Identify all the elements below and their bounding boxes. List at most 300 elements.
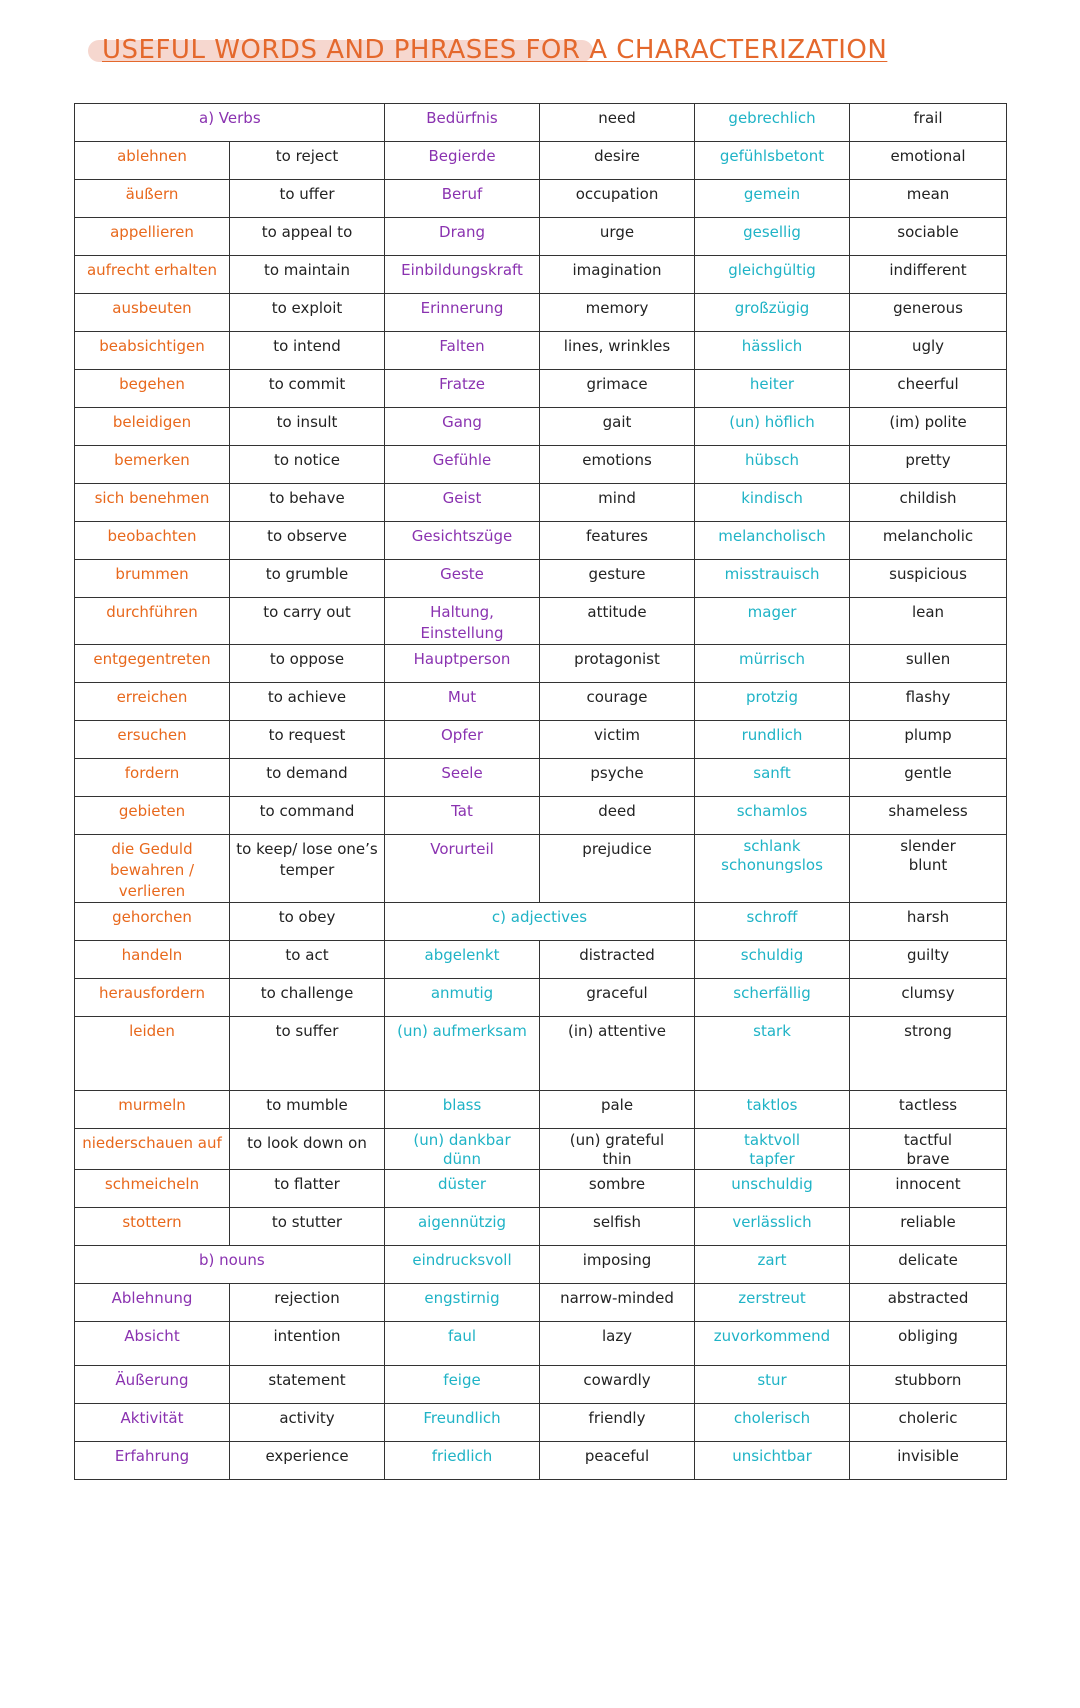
table-row xyxy=(75,256,1007,294)
adjective-german xyxy=(385,1284,540,1322)
verb-english-text: to request xyxy=(268,726,346,744)
adjective-german-text: (un) dankbar xyxy=(413,1131,511,1149)
adjective-german xyxy=(385,1322,540,1366)
adjective-english xyxy=(540,1404,695,1442)
adjective-german xyxy=(385,1170,540,1208)
noun-english xyxy=(230,1442,385,1480)
noun-english-text: gait xyxy=(602,413,632,431)
adjective-german xyxy=(695,446,850,484)
adjective-english xyxy=(850,1129,1007,1170)
noun-english-text: memory xyxy=(585,299,649,317)
table-row xyxy=(75,941,1007,979)
verb-german xyxy=(75,256,230,294)
adjective-german xyxy=(695,1246,850,1284)
adjective-german-text: heiter xyxy=(749,375,795,393)
adjective-english-text: guilty xyxy=(906,946,950,964)
verb-english-text: to appeal to xyxy=(261,223,353,241)
verb-german xyxy=(75,446,230,484)
adjective-english-text: cheerful xyxy=(897,375,959,393)
verb-german xyxy=(75,560,230,598)
adjective-german-text: (un) aufmerksam xyxy=(397,1022,527,1040)
adjective-english xyxy=(850,1208,1007,1246)
adjective-english-text: indifferent xyxy=(889,261,967,279)
noun-english xyxy=(230,1366,385,1404)
adjective-german-text: gleichgültig xyxy=(728,261,816,279)
adjective-german-text-2: dünn xyxy=(442,1150,482,1168)
verb-english xyxy=(230,218,385,256)
noun-english xyxy=(540,256,695,294)
verb-english-text: to behave xyxy=(269,489,345,507)
adjective-english xyxy=(850,180,1007,218)
noun-english xyxy=(540,104,695,142)
verb-english-text: to exploit xyxy=(271,299,343,317)
verb-german xyxy=(75,759,230,797)
adjective-english xyxy=(850,1284,1007,1322)
adjective-english xyxy=(850,560,1007,598)
adjective-english-text: childish xyxy=(899,489,957,507)
verb-german-text: gehorchen xyxy=(112,908,192,926)
adjective-german xyxy=(385,1208,540,1246)
noun-english xyxy=(540,721,695,759)
table-row xyxy=(75,721,1007,759)
verb-german-text: ausbeuten xyxy=(112,299,192,317)
adjective-english-text: narrow-minded xyxy=(560,1289,674,1307)
verb-english xyxy=(230,979,385,1017)
verb-english xyxy=(230,835,385,903)
verb-german-text: fordern xyxy=(124,764,180,782)
adjective-german-text: schuldig xyxy=(740,946,804,964)
adjective-english-text-2: thin xyxy=(602,1150,632,1168)
verb-english xyxy=(230,1017,385,1091)
table-row xyxy=(75,294,1007,332)
noun-german-text: Bedürfnis xyxy=(426,109,498,127)
table-row xyxy=(75,142,1007,180)
verb-german-text: beobachten xyxy=(107,527,197,545)
verb-german xyxy=(75,142,230,180)
adjective-english xyxy=(850,142,1007,180)
noun-english xyxy=(540,560,695,598)
adjective-english-text: harsh xyxy=(906,908,950,926)
noun-german-text: Beruf xyxy=(441,185,483,203)
noun-german xyxy=(75,1366,230,1404)
adjective-english-text: (in) attentive xyxy=(568,1022,667,1040)
noun-english xyxy=(540,332,695,370)
adjective-english-text: strong xyxy=(904,1022,952,1040)
table-row xyxy=(75,1366,1007,1404)
adjective-english xyxy=(850,941,1007,979)
noun-english xyxy=(540,645,695,683)
adjective-english-text: (un) grateful xyxy=(569,1131,665,1149)
adjective-german-text: aigennützig xyxy=(417,1213,507,1231)
noun-german xyxy=(385,104,540,142)
adjective-german xyxy=(695,598,850,645)
noun-german-text: Gang xyxy=(442,413,482,431)
adjective-german xyxy=(695,979,850,1017)
verb-german-text: niederschauen auf xyxy=(82,1134,222,1152)
noun-german-text: Begierde xyxy=(428,147,496,165)
table-row xyxy=(75,1670,1007,1708)
adjective-german-text: mürrisch xyxy=(739,650,805,668)
noun-english-text: grimace xyxy=(586,375,648,393)
verb-english-text: to notice xyxy=(273,451,341,469)
adjective-german-text: taktlos xyxy=(746,1096,798,1114)
noun-german xyxy=(385,797,540,835)
verb-german-text: beleidigen xyxy=(112,413,192,431)
table-row xyxy=(75,484,1007,522)
adjective-english-text: innocent xyxy=(895,1175,961,1193)
adjective-german xyxy=(695,484,850,522)
table-row xyxy=(75,1556,1007,1594)
adjective-english xyxy=(850,1017,1007,1091)
adjective-german xyxy=(695,645,850,683)
adjective-english-text: obliging xyxy=(898,1327,958,1345)
adjective-english xyxy=(850,1246,1007,1284)
verb-german xyxy=(75,598,230,645)
noun-english-text: imagination xyxy=(572,261,662,279)
verb-german xyxy=(75,408,230,446)
noun-english xyxy=(230,1284,385,1322)
section-heading-nouns-text: b) nouns xyxy=(199,1251,265,1269)
verb-german xyxy=(75,370,230,408)
table-row xyxy=(75,522,1007,560)
verb-german-text: aufrecht erhalten xyxy=(86,261,218,279)
adjective-english xyxy=(850,332,1007,370)
verb-english xyxy=(230,180,385,218)
adjective-german xyxy=(695,294,850,332)
adjective-english-text: emotional xyxy=(890,147,966,165)
noun-english xyxy=(230,1404,385,1442)
adjective-english-text: peaceful xyxy=(584,1447,650,1465)
adjective-german xyxy=(385,1017,540,1091)
adjective-english xyxy=(540,1208,695,1246)
noun-german xyxy=(385,180,540,218)
adjective-german-text: faul xyxy=(447,1327,477,1345)
noun-german-text: Äußerung xyxy=(115,1371,189,1389)
adjective-german xyxy=(695,560,850,598)
adjective-german-text: cholerisch xyxy=(733,1409,811,1427)
noun-german-text: Ablehnung xyxy=(111,1289,193,1307)
adjective-german-text: unschuldig xyxy=(731,1175,813,1193)
adjective-english xyxy=(850,1366,1007,1404)
noun-german xyxy=(385,332,540,370)
verb-english-text: to insult xyxy=(276,413,338,431)
adjective-english xyxy=(850,797,1007,835)
verb-english xyxy=(230,759,385,797)
table-row xyxy=(75,645,1007,683)
noun-english xyxy=(540,218,695,256)
noun-english xyxy=(540,797,695,835)
noun-german xyxy=(385,645,540,683)
verb-english xyxy=(230,721,385,759)
noun-english-text: attitude xyxy=(587,603,647,621)
adjective-german xyxy=(695,370,850,408)
section-heading-verbs xyxy=(75,104,385,142)
verb-german xyxy=(75,835,230,903)
verb-german-text: handeln xyxy=(121,946,183,964)
table-row xyxy=(75,1594,1007,1632)
verb-german xyxy=(75,1129,230,1170)
adjective-german xyxy=(385,1366,540,1404)
adjective-english xyxy=(850,522,1007,560)
noun-english-text: rejection xyxy=(274,1289,340,1307)
verb-german xyxy=(75,332,230,370)
verb-english xyxy=(230,797,385,835)
noun-english-text: mind xyxy=(598,489,636,507)
noun-german xyxy=(75,1442,230,1480)
adjective-english-text: melancholic xyxy=(882,527,974,545)
noun-english xyxy=(540,835,695,903)
adjective-english xyxy=(850,683,1007,721)
verb-english xyxy=(230,903,385,941)
verb-german-text: beabsichtigen xyxy=(99,337,205,355)
noun-english-text: gesture xyxy=(588,565,646,583)
adjective-english-text: tactful xyxy=(903,1131,953,1149)
adjective-english xyxy=(850,484,1007,522)
noun-german-text: Vorurteil xyxy=(430,840,494,858)
noun-german xyxy=(385,560,540,598)
adjective-english-text: plump xyxy=(904,726,952,744)
adjective-german xyxy=(695,522,850,560)
verb-english xyxy=(230,1170,385,1208)
adjective-english-text: clumsy xyxy=(901,984,955,1002)
noun-english xyxy=(540,180,695,218)
adjective-german-text: blass xyxy=(442,1096,482,1114)
adjective-english-text: cowardly xyxy=(583,1371,651,1389)
adjective-english xyxy=(850,370,1007,408)
adjective-german-text: schamlos xyxy=(736,802,808,820)
verb-english-text: to obey xyxy=(278,908,336,926)
verb-english-text: to commit xyxy=(268,375,346,393)
adjective-german xyxy=(695,218,850,256)
noun-german-text: Gesichtszüge xyxy=(411,527,513,545)
table-row xyxy=(75,598,1007,645)
adjective-english xyxy=(540,1366,695,1404)
table-row xyxy=(75,560,1007,598)
table-row xyxy=(75,104,1007,142)
verb-german-text: erreichen xyxy=(116,688,188,706)
adjective-english-text: sombre xyxy=(588,1175,646,1193)
adjective-english xyxy=(850,598,1007,645)
adjective-english-text: gentle xyxy=(904,764,952,782)
adjective-english-text: delicate xyxy=(898,1251,958,1269)
adjective-german xyxy=(695,1322,850,1366)
title-block xyxy=(88,30,887,70)
adjective-english xyxy=(850,835,1007,903)
table-row xyxy=(75,1284,1007,1322)
verb-english-text: to carry out xyxy=(263,603,351,621)
adjective-german xyxy=(695,256,850,294)
noun-german xyxy=(385,598,540,645)
adjective-german-text: taktvoll xyxy=(744,1131,801,1149)
verb-german xyxy=(75,645,230,683)
adjective-german-text: zuvorkommend xyxy=(713,1327,831,1345)
verb-german-text: äußern xyxy=(125,185,179,203)
noun-english-text: victim xyxy=(594,726,640,744)
adjective-english-text: friendly xyxy=(588,1409,646,1427)
adjective-english xyxy=(540,1284,695,1322)
noun-german-text: Drang xyxy=(439,223,485,241)
noun-english-text: lines, wrinkles xyxy=(563,337,671,355)
noun-english-text: features xyxy=(586,527,648,545)
verb-german-text: leiden xyxy=(129,1022,175,1040)
noun-german-text: Aktivität xyxy=(120,1409,184,1427)
adjective-german xyxy=(695,142,850,180)
verb-english-text: to challenge xyxy=(260,984,354,1002)
verb-english-text: to stutter xyxy=(271,1213,343,1231)
verb-english-text: to suffer xyxy=(275,1022,339,1040)
adjective-german xyxy=(695,1017,850,1091)
verb-german-text: begehen xyxy=(119,375,185,393)
section-heading-adjectives-text: c) adjectives xyxy=(491,908,588,926)
section-heading-nouns xyxy=(75,1246,385,1284)
adjective-german xyxy=(385,979,540,1017)
adjective-english-text: flashy xyxy=(905,688,951,706)
noun-german-text: Gefühle xyxy=(432,451,492,469)
adjective-english-text: graceful xyxy=(586,984,648,1002)
adjective-german-text: mager xyxy=(747,603,797,621)
adjective-english xyxy=(540,979,695,1017)
adjective-german-text: sanft xyxy=(753,764,791,782)
table-row xyxy=(75,370,1007,408)
adjective-german-text: eindrucksvoll xyxy=(412,1251,512,1269)
adjective-english xyxy=(850,218,1007,256)
adjective-english xyxy=(850,1322,1007,1366)
verb-english-text: to observe xyxy=(267,527,347,545)
verb-german-text: gebieten xyxy=(118,802,186,820)
adjective-german-text: misstrauisch xyxy=(724,565,820,583)
adjective-german xyxy=(385,1246,540,1284)
adjective-english-text: sociable xyxy=(897,223,959,241)
adjective-german xyxy=(695,835,850,903)
adjective-english xyxy=(850,408,1007,446)
table-row xyxy=(75,446,1007,484)
noun-german-text: Erfahrung xyxy=(114,1447,190,1465)
adjective-english-text: ugly xyxy=(911,337,945,355)
verb-english-text: to keep/ lose one’s temper xyxy=(236,840,378,879)
noun-german-text: Tat xyxy=(451,802,473,820)
adjective-english xyxy=(850,979,1007,1017)
adjective-english-text: invisible xyxy=(897,1447,959,1465)
verb-english-text: to intend xyxy=(273,337,341,355)
adjective-german-text: stark xyxy=(753,1022,791,1040)
adjective-english xyxy=(540,1091,695,1129)
adjective-german xyxy=(695,1442,850,1480)
adjective-german-text: (un) höflich xyxy=(729,413,815,431)
verb-german xyxy=(75,294,230,332)
vocabulary-table-body xyxy=(75,104,1007,1708)
adjective-english-text: lean xyxy=(911,603,945,621)
noun-german xyxy=(75,1284,230,1322)
table-row xyxy=(75,1017,1007,1091)
verb-german xyxy=(75,683,230,721)
verb-english-text: to maintain xyxy=(263,261,351,279)
adjective-german xyxy=(695,1284,850,1322)
adjective-german-text: gemein xyxy=(743,185,801,203)
verb-english xyxy=(230,1129,385,1170)
noun-english xyxy=(540,522,695,560)
noun-english-text: intention xyxy=(273,1327,341,1345)
table-row xyxy=(75,332,1007,370)
verb-german xyxy=(75,721,230,759)
table-row xyxy=(75,1170,1007,1208)
adjective-english-text: sullen xyxy=(905,650,951,668)
verb-english xyxy=(230,598,385,645)
adjective-german-text: gesellig xyxy=(743,223,801,241)
noun-german-text: Falten xyxy=(439,337,485,355)
adjective-german xyxy=(695,104,850,142)
verb-english xyxy=(230,446,385,484)
noun-german xyxy=(385,294,540,332)
noun-english xyxy=(540,294,695,332)
verb-english xyxy=(230,332,385,370)
verb-english xyxy=(230,560,385,598)
verb-german xyxy=(75,903,230,941)
table-row xyxy=(75,1322,1007,1366)
section-heading-verbs-text: a) Verbs xyxy=(199,109,261,127)
noun-english xyxy=(540,683,695,721)
verb-german-text: entgegentreten xyxy=(93,650,211,668)
adjective-german xyxy=(695,759,850,797)
verb-english-text: to act xyxy=(285,946,329,964)
noun-german xyxy=(385,218,540,256)
noun-german xyxy=(385,683,540,721)
noun-english xyxy=(540,370,695,408)
verb-german xyxy=(75,522,230,560)
adjective-english xyxy=(850,1091,1007,1129)
adjective-english xyxy=(540,941,695,979)
adjective-english-text: generous xyxy=(893,299,963,317)
adjective-german-text: verlässlich xyxy=(732,1213,812,1231)
noun-german xyxy=(385,835,540,903)
noun-english-text: urge xyxy=(599,223,635,241)
verb-german-text: bemerken xyxy=(114,451,190,469)
noun-german-text: Absicht xyxy=(124,1327,180,1345)
adjective-german xyxy=(695,1170,850,1208)
adjective-german-text: Freundlich xyxy=(423,1409,501,1427)
noun-german xyxy=(385,408,540,446)
adjective-german-text: friedlich xyxy=(431,1447,493,1465)
page-title: USEFUL WORDS AND PHRASES FOR A CHARACTERIZATION xyxy=(102,35,888,65)
adjective-german-text: gefühlsbetont xyxy=(719,147,825,165)
verb-english xyxy=(230,1091,385,1129)
noun-german-text: Haltung, Einstellung xyxy=(420,603,504,642)
adjective-english xyxy=(540,1246,695,1284)
adjective-german-text: rundlich xyxy=(741,726,803,744)
adjective-english-text: lazy xyxy=(601,1327,633,1345)
noun-english xyxy=(540,446,695,484)
table-row xyxy=(75,1129,1007,1170)
adjective-german xyxy=(695,903,850,941)
adjective-german-text: feige xyxy=(443,1371,481,1389)
noun-german xyxy=(75,1322,230,1366)
verb-german-text: herausfordern xyxy=(99,984,205,1002)
verb-english xyxy=(230,645,385,683)
section-heading-adjectives xyxy=(385,903,695,941)
noun-english-text: emotions xyxy=(582,451,652,469)
adjective-english xyxy=(850,294,1007,332)
vocabulary-table xyxy=(74,103,1007,1708)
adjective-german xyxy=(695,180,850,218)
table-row xyxy=(75,1208,1007,1246)
adjective-english-text: distracted xyxy=(579,946,655,964)
adjective-german xyxy=(695,408,850,446)
noun-english-text: prejudice xyxy=(582,840,652,858)
adjective-german xyxy=(695,1366,850,1404)
adjective-english-text: slender xyxy=(900,837,956,855)
adjective-german-text: düster xyxy=(437,1175,487,1193)
table-row xyxy=(75,218,1007,256)
adjective-english-text: stubborn xyxy=(894,1371,962,1389)
